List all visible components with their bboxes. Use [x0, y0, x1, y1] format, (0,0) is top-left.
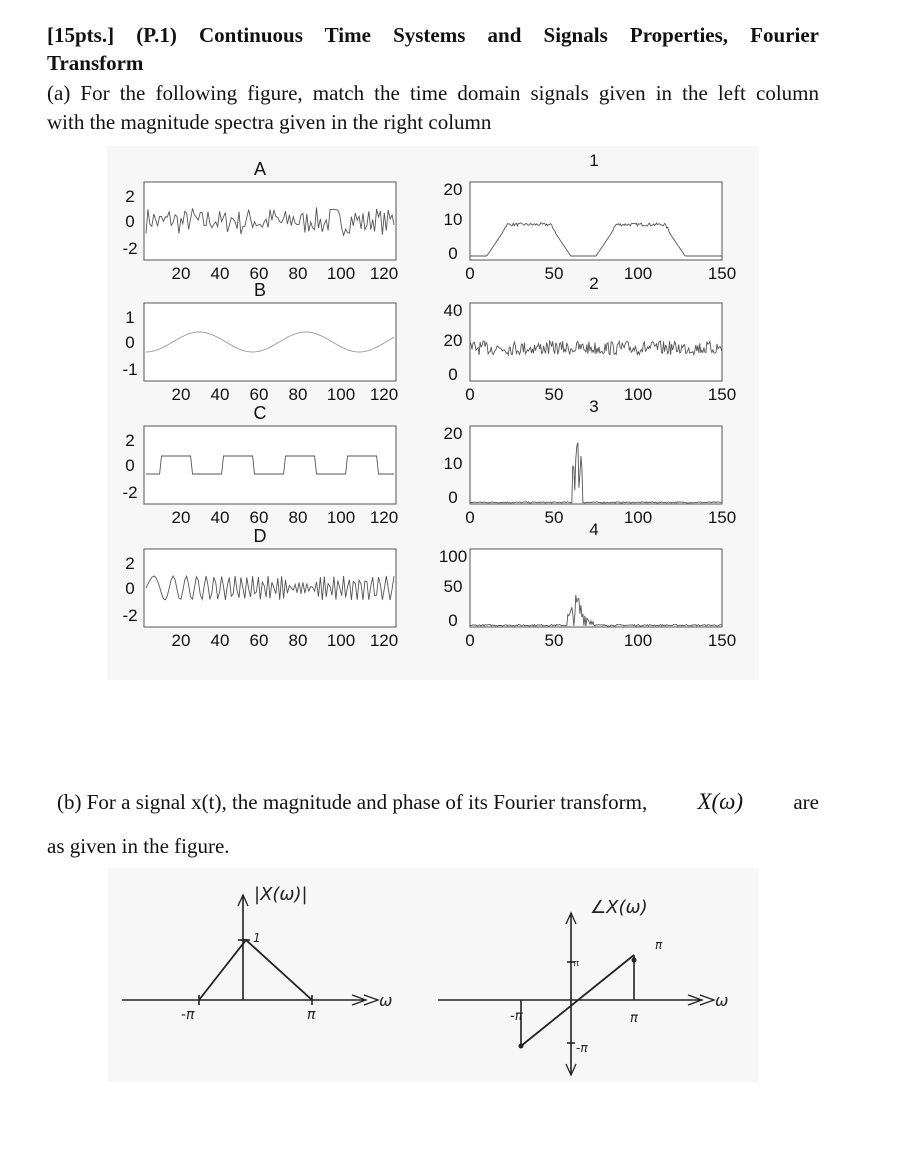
time-xtick-label: 80 — [288, 385, 308, 404]
time-ytick-label: 0 — [125, 212, 135, 231]
time-xtick-label: 60 — [249, 631, 269, 650]
time-xtick-label: 60 — [249, 264, 269, 283]
spectrum-xtick-label: 50 — [544, 508, 564, 527]
spectrum-ytick-label: 0 — [448, 611, 458, 630]
time-xtick-label: 100 — [326, 631, 356, 650]
spectrum-xtick-label: 100 — [623, 508, 653, 527]
time-ytick-label: 0 — [125, 456, 135, 475]
time-xtick-label: 80 — [288, 264, 308, 283]
time-ytick-label: -2 — [122, 483, 138, 502]
part-b-line1-end: are — [793, 790, 819, 814]
spectrum-ytick-label: 100 — [438, 547, 468, 566]
time-plot-title: D — [253, 526, 267, 546]
part-a-line1: (a) For the following figure, match the time domain signals given in the left column — [47, 81, 819, 105]
time-xtick-label: 20 — [171, 264, 191, 283]
figure-b-background — [108, 868, 758, 1082]
spectrum-title: 1 — [589, 151, 599, 170]
time-xtick-label: 80 — [288, 631, 308, 650]
spectrum-xtick-label: 150 — [707, 385, 737, 404]
time-ytick-label: 0 — [125, 579, 135, 598]
time-ytick-label: 2 — [125, 431, 135, 450]
spectrum-title: 2 — [589, 274, 599, 293]
spectrum-xtick-label: 50 — [544, 385, 564, 404]
spectrum-xtick-label: 0 — [465, 508, 475, 527]
spectrum-ytick-label: 20 — [443, 424, 463, 443]
time-xtick-label: 100 — [326, 264, 356, 283]
spectrum-ytick-label: 0 — [448, 365, 458, 384]
spectrum-xtick-label: 150 — [707, 264, 737, 283]
magnitude-w-label: ω — [379, 991, 393, 1010]
time-xtick-label: 120 — [369, 508, 399, 527]
magnitude-peak-label: 1 — [253, 931, 261, 945]
problem-header-cont-text: Transform — [47, 51, 144, 75]
spectrum-xtick-label: 150 — [707, 508, 737, 527]
phase-bottom-label: -π — [576, 1041, 588, 1055]
spectrum-ytick-label: 50 — [443, 577, 463, 596]
spectrum-xtick-label: 0 — [465, 631, 475, 650]
phase-left-dot — [519, 1044, 524, 1049]
spectrum-xtick-label: 50 — [544, 264, 564, 283]
phase-right-label: π — [630, 1011, 638, 1026]
time-xtick-label: 120 — [369, 385, 399, 404]
time-plot-title: A — [253, 159, 267, 179]
time-ytick-label: 2 — [125, 554, 135, 573]
time-xtick-label: 40 — [210, 508, 230, 527]
spectrum-ytick-label: 40 — [443, 301, 463, 320]
part-b-math: X(ω) — [697, 789, 744, 814]
time-plot-title: B — [253, 280, 267, 300]
spectrum-xtick-label: 0 — [465, 264, 475, 283]
time-ytick-label: -1 — [122, 360, 138, 379]
phase-w-label: ω — [715, 991, 729, 1010]
spectrum-xtick-label: 100 — [623, 264, 653, 283]
time-ytick-label: -2 — [122, 239, 138, 258]
time-ytick-label: 2 — [125, 187, 135, 206]
spectrum-ytick-label: 10 — [443, 454, 463, 473]
time-plot-title: C — [253, 403, 267, 423]
spectrum-ytick-label: 10 — [443, 210, 463, 229]
time-ytick-label: 1 — [125, 308, 135, 327]
spectrum-title: 3 — [589, 397, 599, 416]
phase-title: ∠X(ω) — [590, 897, 648, 918]
spectrum-xtick-label: 50 — [544, 631, 564, 650]
phase-left-label: -π — [510, 1009, 523, 1024]
spectrum-xtick-label: 0 — [465, 385, 475, 404]
spectrum-xtick-label: 100 — [623, 631, 653, 650]
time-xtick-label: 120 — [369, 631, 399, 650]
time-xtick-label: 120 — [369, 264, 399, 283]
magnitude-left-label: -π — [181, 1007, 195, 1023]
time-xtick-label: 40 — [210, 385, 230, 404]
spectrum-ytick-label: 0 — [448, 244, 458, 263]
part-b-line1-text: (b) For a signal x(t), the magnitude and phase of its Fourier transform, — [57, 790, 648, 814]
time-ytick-label: 0 — [125, 333, 135, 352]
time-xtick-label: 60 — [249, 508, 269, 527]
phase-pi-tick-label: π — [573, 958, 580, 968]
phase-right-dot — [632, 958, 637, 963]
time-xtick-label: 20 — [171, 631, 191, 650]
time-xtick-label: 40 — [210, 631, 230, 650]
magnitude-right-label: π — [307, 1007, 316, 1023]
spectrum-xtick-label: 100 — [623, 385, 653, 404]
magnitude-title: |X(ω)| — [254, 884, 308, 905]
time-xtick-label: 20 — [171, 508, 191, 527]
part-b-line2: as given in the figure. — [47, 834, 230, 858]
spectrum-title: 4 — [589, 520, 599, 539]
time-ytick-label: -2 — [122, 606, 138, 625]
time-xtick-label: 60 — [249, 385, 269, 404]
phase-top-label: π — [655, 938, 663, 952]
time-xtick-label: 100 — [326, 385, 356, 404]
spectrum-ytick-label: 20 — [443, 331, 463, 350]
time-xtick-label: 20 — [171, 385, 191, 404]
time-xtick-label: 100 — [326, 508, 356, 527]
part-a-line2: with the magnitude spectra given in the right column — [47, 110, 492, 134]
spectrum-ytick-label: 0 — [448, 488, 458, 507]
problem-header-text: [15pts.] (P.1) Continuous Time Systems and Signals Properties, Fourier — [47, 23, 819, 47]
spectrum-ytick-label: 20 — [443, 180, 463, 199]
spectrum-xtick-label: 150 — [707, 631, 737, 650]
time-xtick-label: 80 — [288, 508, 308, 527]
time-xtick-label: 40 — [210, 264, 230, 283]
